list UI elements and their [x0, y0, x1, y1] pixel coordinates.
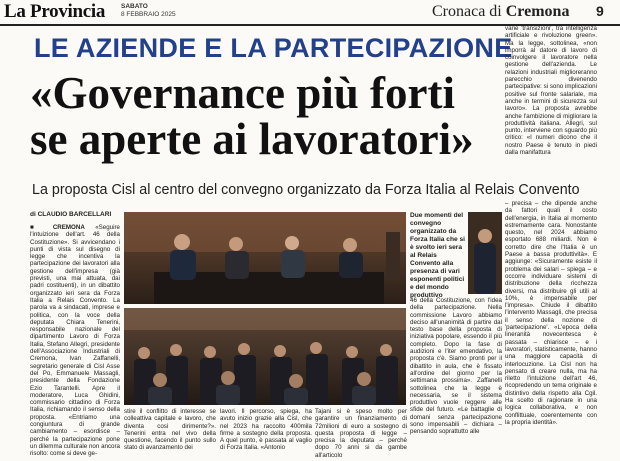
body-column-4: Tajani si è speso molto per garantire un finanziamento di 72milioni di euro a sostegno di questa proposta di legge – precisa la deputata – perché dopo 70 anni si da gambe all'articolo — [315, 408, 407, 459]
section-label — [432, 3, 569, 21]
newspaper-logo: La Provincia — [4, 1, 106, 22]
article-dateline: ■ CREMONA — [30, 224, 85, 231]
event-photo-top — [124, 212, 406, 304]
article-byline: di CLAUDIO BARCELLARI — [30, 211, 112, 218]
body-column-2: stire il conflitto di interesse se colleattiva capitale e lavoro, che diventa così dirimente?». Tenerini entra nel vivo della questione, facendo il punto sullo stato di avanzamento dei — [124, 408, 216, 452]
body-column-6-top: varie 'transizioni', tra intelligenza artificiale e rivoluzione green». Ma la legge, sottolinea, «non imporrà al datore di lavoro di coinvolgere il lavoratore nella gestione dell'azienda. Le relazioni industriali miglioreranno parecchio divenendo partecipative: si sono implicazioni positive sul fronte salariale, ma anche in termini di sicurezza sul lavoro». La proposta avrebbe anche l'ambizione di migliorare la produttività italiana. Allegri, sul punto, interviene con sguardo più critico: «I numeri dicono che il nostro Paese è tenuto in piedi dalla manifattura — [505, 25, 597, 157]
article-kicker: LE AZIENDE E LA PARTECIPAZIONE — [34, 33, 513, 63]
headline-line-1: «Governance più forti — [30, 68, 455, 118]
body-column-6: – precisa – che dipende anche da fattori quali il costo dell'energia, in Italia al momento estremamente cara. Nonostante questo, nel 2024 abbiamo esportato 688 miliardi. Non è corretto dire che l'Italia è un Paese a bassa produttività». E aggiunge: «Sicuramente esiste il problema dei salari – spiega – e occorre individuare sistemi di distribuzione della ricchezza diversi, ma distribuire gli utili al 10%, è impensabile per l'impresa». Chiude il dibattito l'intervento Massagli, che precisa il senso della nozione di 'partecipazione'. «L'epoca della lineranità novecentesca è passata – chiarisce – e i lavoratori, statisticamente, hanno una maggiore capacità di interlocuzione. La Cisl non ha pensato di creare nulla, ma ha riletto l'intuizione dell'art 46, ricopredendo un tema originale e distintivo della rispetto alla Cgil. Ha scelto di ragionare in una logica collaborativa, e non conflittuale, coerentemente con la propria identità». — [505, 200, 597, 426]
section-city: Cremona — [505, 3, 570, 20]
body-column-5: 46 della Costituzione, con l'idea della partecipazione. Nella commissione Lavoro abbiamo deciso all'unanimità di partire dal testo base della proposta di iniziativa popolare, essendo il più completo. Dopo la fase di audizioni e l'iter emendativo, la proposta c'è. Siamo pronti per il dibattito in aula, che è fissato all'ordine del giorno per la settimana prossima». Zaffanelli sottolinea che la legge è necessaria, se il sistema produttivo vuole reggere alle sfide del futuro. «Le battaglie di domani senza partecipazione sono impensabili – dichiara – pensando soprattutto alle — [410, 297, 502, 436]
body-column-1-text: «Seguire l'intuizione dell'art. 46 della Costituzione». Si avvicendano i punti di vista sul disegno di legge che incentiva la partecipazione dei lavoratori alla gestione dell'impresa (già previsti, una mai attuata, dai padri costituenti), in un dibattito organizzato ieri sera da Forza Italia a Relais Convento. La parola va a sindacati, imprese e politica, con la voce della deputata Chiara Tenerini, responsabile nazionale del dipartimento Lavoro di Forza Italia, Stefano Allegri, presidente dell'Associazione Industriali di Cremona, Ivan Zaffanelli, segretario generale di Cisl Asse del Po, Emmanuele Massagli, presidente della Fondazione Ezio Tarantelli. Apre il moderatore, Luca Ghidini, commissario cittadino di Forza Italia, richiamando il senso della proposta. «Entriamo una congiuntura di grande cambiamento – esordisce – perché la partecipazione pone un dilemma culturale non ancora risolto: come si deve ge- — [30, 224, 120, 458]
event-photo-top-image — [124, 212, 406, 304]
body-column-1 — [30, 224, 120, 460]
headline-line-2: se aperte ai lavoratori» — [30, 114, 474, 164]
page-number: 9 — [596, 3, 604, 19]
body-column-3: lavori. Il percorso, spiega, ha avuto inizio grazie alla Cisl, che nel 2023 ha raccolto 400mila firme a sostegno della proposta. A quel punto, è passata al vaglio di Forza Italia. «Antonio — [220, 408, 312, 452]
article-subtitle: La proposta Cisl al centro del convegno organizzato da Forza Italia al Relais Convento — [32, 182, 580, 198]
article-headline — [30, 70, 530, 162]
issue-day: SABATO — [121, 3, 148, 10]
photo-caption: Due momenti del convegno organizzato da Forza Italia che si è svolto ieri sera al Relais Convento alla presenza di vari esponenti politici e del mondo produttivo — [410, 212, 465, 299]
event-photo-speaker-image — [468, 212, 502, 294]
section-prefix: Cronaca di — [432, 3, 502, 20]
issue-date: 8 FEBBRAIO 2025 — [121, 11, 176, 18]
event-photo-audience-image — [124, 308, 406, 405]
event-photo-speaker — [468, 212, 502, 294]
event-photo-audience — [124, 308, 406, 405]
